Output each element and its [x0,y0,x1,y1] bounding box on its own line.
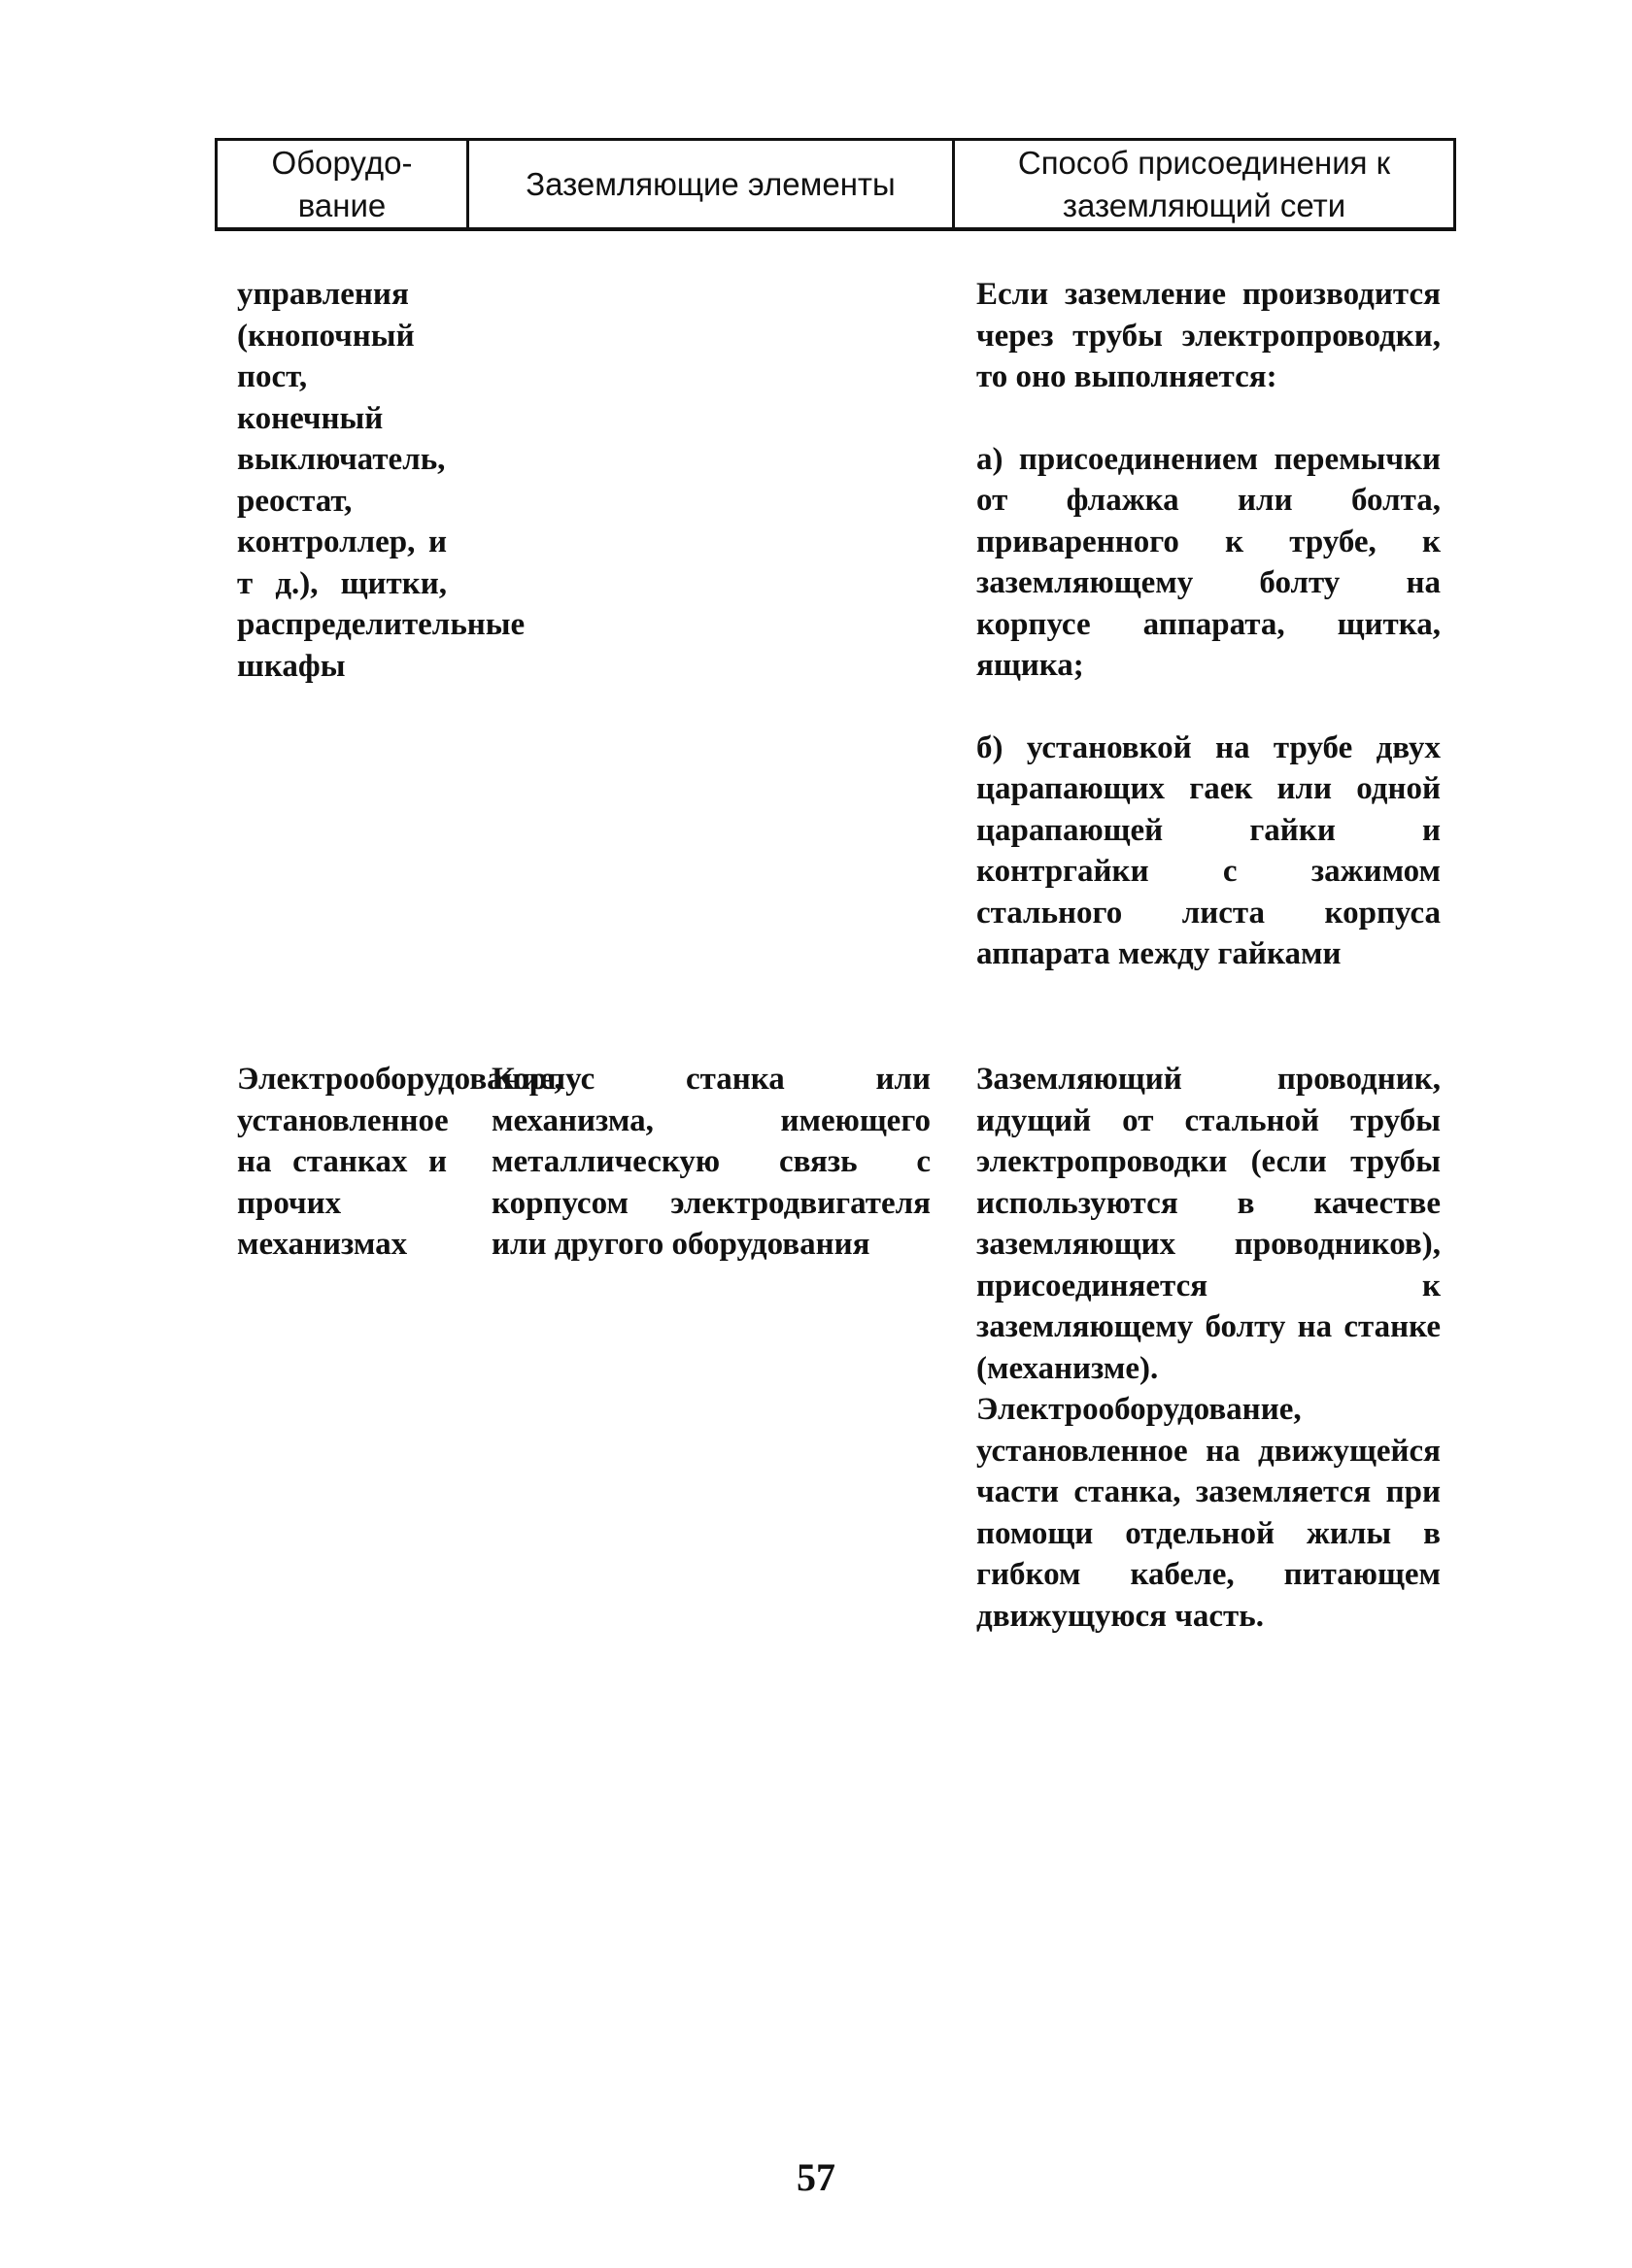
header-grounding-elements [469,141,955,227]
row2-elements-text: Корпус станка или механизма, имеющего металлическую связь с корпусом электродвигателя или другого оборудования [492,1062,931,1262]
page-number: 57 [797,2155,835,2199]
row1-equipment-text: управления (кнопочный пост, конечный выключатель, реостат, контроллер, и т д.), щитки, распределительные шкафы [237,277,526,684]
row2-equipment-text: Электрооборудование, установленное на станках и прочих механизмах [237,1062,562,1262]
row1-method-paragraph: а) присоединением перемычки от флажка или болта, приваренного к трубе, к заземляющему болту на корпусе аппарата, щитка, ящика; [976,441,1441,683]
row1-method-cell [976,274,1441,975]
header-connection-method [955,141,1453,227]
row2-elements-cell [492,1059,931,1266]
row1-equipment-cell [237,274,526,687]
table-header [215,138,1456,231]
header-equipment-label: Оборудо- вание [271,144,413,223]
header-connection-method-label: Способ присоединения к заземляющий сети [1017,144,1391,223]
row1-method-paragraph: Если заземление производится через трубы электропроводки, то оно выполняется: [976,277,1441,394]
header-grounding-elements-label: Заземляющие элементы [526,165,896,202]
row1-method-paragraph: б) установкой на трубе двух царапающих гаек или одной царапающей гайки и контргайки с зажимом стального листа корпуса аппарата между гайками [976,729,1441,971]
row2-method-paragraph: Заземляющий проводник, идущий от стальной трубы электропроводки (если трубы используются в качестве заземляющих проводников), присоединяется к заземляющему болту на станке (механизме). Электрооборудование, установленное на движущейся части станка, заземляется при помощи отдельной жилы в гибком кабеле, питающем движущуюся часть. [976,1062,1441,1634]
header-equipment [218,141,469,227]
row2-equipment-cell [237,1059,562,1266]
row2-method-cell [976,1059,1441,1637]
